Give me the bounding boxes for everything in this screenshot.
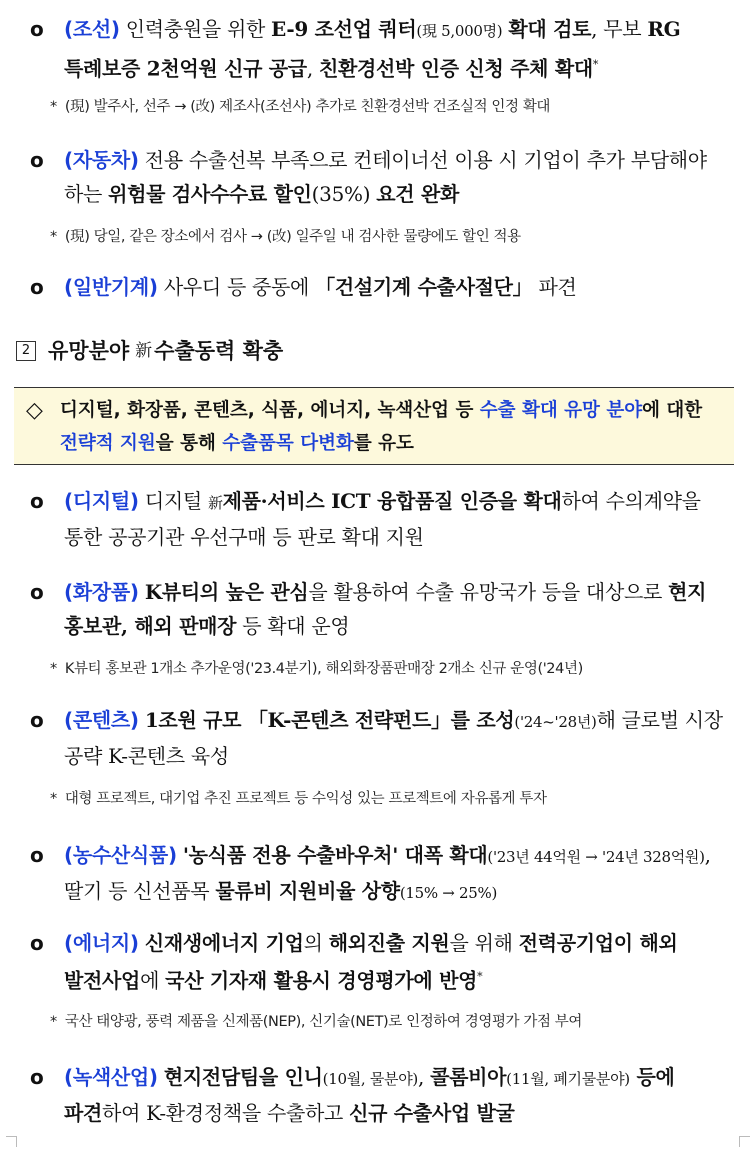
section-title-pre: 유망분야 — [48, 339, 130, 363]
item-shipbuilding-text: (조선) 인력충원을 위한 E-9 조선업 쿼터(現 5,000명) 확대 검토, 무보 RG 특례보증 2천억원 신규 공급, 친환경선박 인증 신청 주체 확대* — [64, 17, 681, 81]
note-shipbuilding: * (現) 발주사, 선주 → (改) 제조사(조선사) 추가로 친환경선박 건조실적 인정 확대 — [50, 99, 551, 115]
item-tag: (디지털) — [64, 489, 139, 513]
section-number: 2 — [16, 341, 36, 361]
circle-bullet-icon: o — [30, 148, 44, 172]
section-title-hanja: 新 — [135, 341, 153, 361]
page-corner-mark — [739, 1136, 750, 1147]
item-machinery — [30, 270, 738, 304]
page-corner-mark — [6, 1136, 17, 1147]
item-agrifood — [30, 838, 738, 910]
item-digital-text: (디지털) 디지털 新제품·서비스 ICT 융합품질 인증을 확대하여 수의계약을 통한 공공기관 우선구매 등 판로 확대 지원 — [64, 489, 701, 549]
note-energy: * 국산 태양광, 풍력 제품을 신제품(NEP), 신기술(NET)로 인정하여 경영평가 가점 부여 — [50, 1014, 583, 1030]
section-title-post: 수출동력 확충 — [154, 339, 284, 363]
item-energy — [30, 926, 738, 998]
item-cosmetics — [30, 575, 738, 643]
item-tag: (자동차) — [64, 148, 139, 172]
note-automobile: * (現) 당일, 같은 장소에서 검사 → (改) 일주일 내 검사한 물량에도 할인 적용 — [50, 229, 521, 245]
item-tag: (녹색산업) — [64, 1065, 158, 1089]
item-digital — [30, 484, 738, 554]
summary-text: 디지털, 화장품, 콘텐츠, 식품, 에너지, 녹색산업 등 수출 확대 유망 분야에 대한 전략적 지원을 통해 수출품목 다변화를 유도 — [60, 400, 703, 454]
note-cosmetics: * K뷰티 홍보관 1개소 추가운영('23.4분기), 해외화장품판매장 2개소 신규 운영('24년) — [50, 661, 583, 677]
item-tag: (화장품) — [64, 580, 139, 604]
note-text: K뷰티 홍보관 1개소 추가운영('23.4분기), 해외화장품판매장 2개소 신규 운영('24년) — [64, 661, 583, 677]
item-content-text: (콘텐츠) 1조원 규모 「K-콘텐츠 전략펀드」를 조성('24~'28년)해 글로벌 시장 공략 K-콘텐츠 육성 — [64, 708, 723, 768]
item-green — [30, 1060, 738, 1130]
item-automobile-text: (자동차) 전용 수출선복 부족으로 컨테이너선 이용 시 기업이 추가 부담해야 하는 위험물 검사수수료 할인(35%) 요건 완화 — [64, 148, 707, 206]
section-heading — [16, 337, 283, 365]
diamond-bullet-icon: ◇ — [26, 398, 43, 423]
circle-bullet-icon: o — [30, 1065, 44, 1089]
note-text: 국산 태양광, 풍력 제품을 신제품(NEP), 신기술(NET)로 인정하여 경영평가 가점 부여 — [64, 1014, 583, 1030]
item-content — [30, 703, 738, 773]
item-agrifood-text: (농수산식품) '농식품 전용 수출바우처' 대폭 확대('23년 44억원 → '24년 328억원), 딸기 등 신선품목 물류비 지원비율 상향(15% → 25%) — [64, 843, 711, 903]
note-content: * 대형 프로젝트, 대기업 추진 프로젝트 등 수익성 있는 프로젝트에 자유롭게 투자 — [50, 791, 547, 807]
item-automobile — [30, 143, 738, 211]
circle-bullet-icon: o — [30, 17, 44, 41]
circle-bullet-icon: o — [30, 931, 44, 955]
item-tag: (콘텐츠) — [64, 708, 139, 732]
item-green-text: (녹색산업) 현지전담팀을 인니(10월, 물분야), 콜롬비아(11월, 폐기물분야) 등에 파견하여 K-환경정책을 수출하고 신규 수출사업 발굴 — [64, 1065, 675, 1125]
item-energy-text: (에너지) 신재생에너지 기업의 해외진출 지원을 위해 전력공기업이 해외 발전사업에 국산 기자재 활용시 경영평가에 반영* — [64, 931, 678, 993]
item-tag: (조선) — [64, 17, 120, 41]
circle-bullet-icon: o — [30, 489, 44, 513]
item-cosmetics-text: (화장품) K뷰티의 높은 관심을 활용하여 수출 유망국가 등을 대상으로 현지 홍보관, 해외 판매장 등 확대 운영 — [64, 580, 707, 638]
item-machinery-text: (일반기계) 사우디 등 중동에 「건설기계 수출사절단」 파견 — [64, 275, 577, 299]
note-text: (現) 당일, 같은 장소에서 검사 → (改) 일주일 내 검사한 물량에도 할인 적용 — [64, 229, 521, 245]
item-tag: (일반기계) — [64, 275, 158, 299]
circle-bullet-icon: o — [30, 580, 44, 604]
circle-bullet-icon: o — [30, 708, 44, 732]
summary-box — [14, 387, 734, 465]
circle-bullet-icon: o — [30, 275, 44, 299]
item-shipbuilding — [30, 12, 738, 86]
circle-bullet-icon: o — [30, 843, 44, 867]
note-text: 대형 프로젝트, 대기업 추진 프로젝트 등 수익성 있는 프로젝트에 자유롭게 투자 — [64, 791, 547, 807]
item-tag: (농수산식품) — [64, 843, 177, 867]
item-tag: (에너지) — [64, 931, 139, 955]
note-text: (現) 발주사, 선주 → (改) 제조사(조선사) 추가로 친환경선박 건조실적 인정 확대 — [64, 99, 551, 115]
